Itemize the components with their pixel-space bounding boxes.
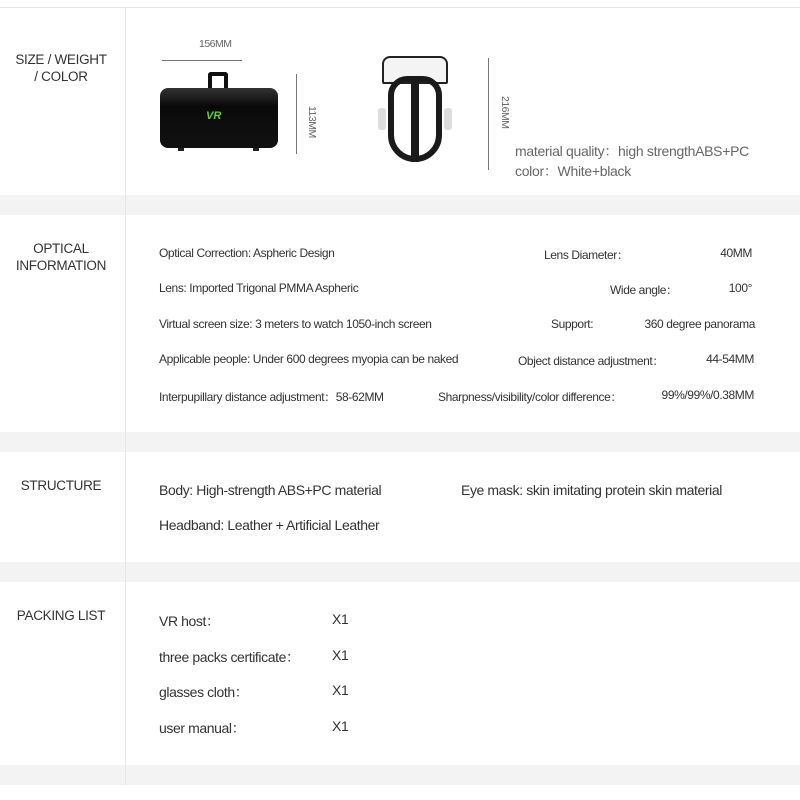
eye-mask-material: Eye mask: skin imitating protein skin material bbox=[461, 482, 722, 498]
spec-left: Lens: Imported Trigonal PMMA Aspheric bbox=[159, 281, 359, 295]
spec-key: Support: bbox=[551, 317, 594, 331]
optical-label bbox=[0, 240, 122, 274]
spec-value: 100° bbox=[728, 281, 752, 295]
spec-left: Interpupillary distance adjustment：58-62MM bbox=[159, 390, 384, 404]
item-qty: X1 bbox=[332, 647, 349, 663]
column-divider bbox=[125, 8, 126, 785]
section-separator bbox=[0, 432, 800, 452]
item-name: three packs certificate： bbox=[159, 649, 300, 665]
spec-left: Virtual screen size: 3 meters to watch 1050-inch screen bbox=[159, 317, 432, 331]
width-arrow bbox=[162, 60, 242, 61]
packing-label: PACKING LIST bbox=[16, 608, 106, 623]
section-separator bbox=[0, 765, 800, 785]
headset-front-image bbox=[158, 72, 283, 152]
item-qty: X1 bbox=[332, 682, 349, 698]
item-qty: X1 bbox=[332, 611, 349, 627]
label-line: INFORMATION bbox=[15, 258, 107, 273]
size-label bbox=[0, 51, 122, 85]
body-material: Body: High-strength ABS+PC material bbox=[159, 482, 382, 498]
width-dimension: 156MM bbox=[199, 38, 232, 50]
spec-key: Sharpness/visibility/color difference： bbox=[438, 390, 623, 404]
section-separator bbox=[0, 562, 800, 582]
spec-left: Optical Correction: Aspheric Design bbox=[159, 246, 335, 260]
label-line: / COLOR bbox=[34, 69, 88, 84]
label-line: OPTICAL bbox=[33, 241, 89, 256]
height-arrow bbox=[296, 74, 297, 154]
label-line: SIZE / WEIGHT bbox=[15, 52, 107, 67]
spec-left: Applicable people: Under 600 degrees myopia can be naked bbox=[159, 352, 459, 366]
top-divider bbox=[0, 7, 800, 8]
headset-top-image bbox=[380, 56, 450, 166]
spec-key: Wide angle： bbox=[610, 283, 678, 297]
item-name: user manual： bbox=[159, 720, 246, 736]
spec-value: 40MM bbox=[720, 246, 752, 260]
spec-value: 360 degree panorama bbox=[644, 317, 755, 331]
spec-value: 99%/99%/0.38MM bbox=[661, 388, 754, 402]
item-name: VR host： bbox=[159, 613, 220, 629]
length-dimension: 216MM bbox=[499, 96, 511, 129]
vr-logo: VR bbox=[206, 110, 222, 122]
material-quality: material quality：high strengthABS+PC bbox=[515, 143, 749, 159]
spec-key: Object distance adjustment： bbox=[518, 354, 664, 368]
spec-value: 44-54MM bbox=[706, 352, 754, 366]
length-arrow bbox=[488, 58, 489, 170]
height-dimension: 113MM bbox=[306, 106, 318, 138]
spec-key: Lens Diameter： bbox=[544, 248, 629, 262]
headband-material: Headband: Leather + Artificial Leather bbox=[159, 517, 380, 533]
color-info: color：White+black bbox=[515, 163, 631, 179]
item-qty: X1 bbox=[332, 718, 349, 734]
section-separator bbox=[0, 195, 800, 215]
structure-label: STRUCTURE bbox=[20, 478, 102, 493]
item-name: glasses cloth： bbox=[159, 684, 249, 700]
